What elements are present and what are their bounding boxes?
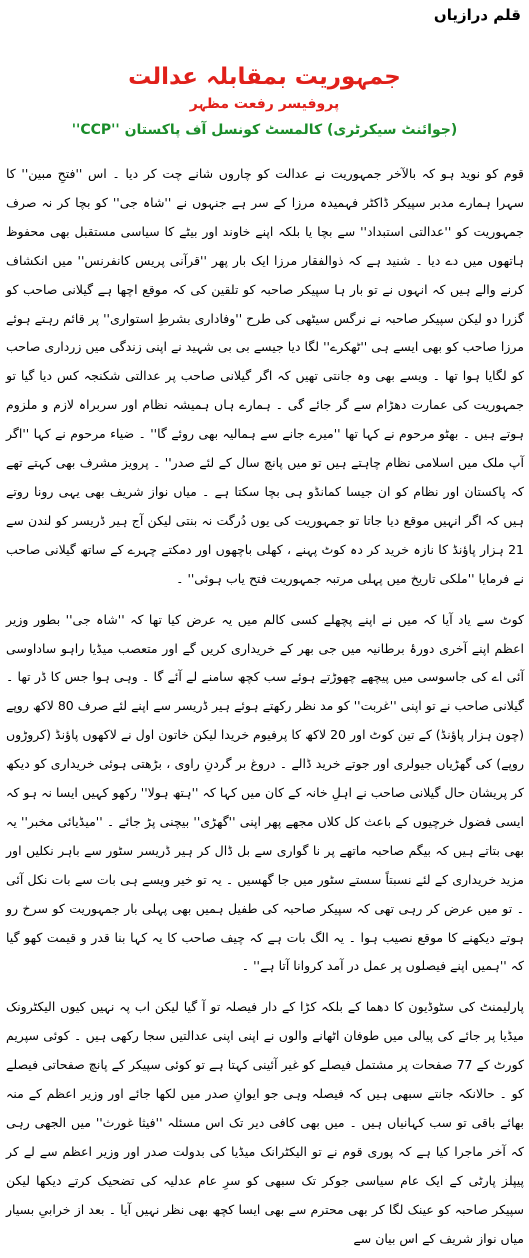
author-designation: (جوائنٹ سیکرٹری) کالمسٹ کونسل آف پاکستان ''CCP'' [71,122,458,138]
column-label: قلم درازیاں [433,6,521,24]
paragraph-3: پارلیمنٹ کی سٹوڈیون کا دھما کے بلکہ کڑا کے دار فیصلہ تو آ گیا لیکن اب پہ نہیں کیوں الیکٹرونک میڈیا پر جائے کی پیالی میں طوفان اٹھانے والوں نے اپنی اپنی عدالتیں سجا رکھی ہیں ۔ کوئی سپریم کورٹ کے 77 صفحات پر مشتمل فیصلے کو غیر آئینی کہتا ہے تو کوئی سپیکر کے پانچ صفحاتی فیصلے کو ۔ حالانکہ جانتے سبھی ہیں کہ فیصلہ وہی جو ایوانِ صدر میں لکھا جائے اور وزیر اعظم کے منہ بھائے باقی تو سب کہانیاں ہیں ۔ میں بھی کافی دیر تک اس مسئلہ ''فیثا غورث'' میں الجھی رہی کہ آخر ماجرا کیا ہے کہ پوری قوم نے تو الیکٹرانک میڈیا کی بدولت صدر اور وزیر اعظم سے لے کر پیپلز پارٹی کے ایک عام سیاسی جوکر تک سبھی کو سرِ عام عدلیہ کی تضحیک کرتے دیکھا لیکن سپیکر صاحبہ کو عینک لگا کر بھی محترم سے بھی ایسا کچھ بھی نظر نہیں آیا ۔ بعد از خرابیِ بسیار میاں نواز شریف کے اس بیان سے [6,999,524,1246]
article-body [6,160,524,1254]
article-title: جمہوریت بمقابلہ عدالت [128,64,401,90]
author-name: پروفیسر رفعت مظہر [189,96,340,112]
paragraph-1: قوم کو نوید ہو کہ بالآخر جمہوریت نے عدالت کو چاروں شانے چت کر دیا ۔ اس ''فتحِ مبین'' کا سہرا ہمارے مدبر سپیکر ڈاکٹر فہمیدہ مرزا کے سر ہے جنہوں نے ''شاہ جی'' کو بچا کر نہ صرف جمہوریت کو ''عدالتی استبداد'' سے بچا یا بلکہ اپنے خاوند اور بیٹے کا سیاسی مستقبل بھی محفوظ ہاتھوں میں دے دیا ۔ شنید ہے کہ ذوالفقار مرزا ایک بار پھر ''قرآنی پریس کانفرنس'' میں انکشاف کرنے والے ہیں کہ انہوں نے تو بار ہا سپیکر صاحبہ کو تلقین کی کہ موقع اچھا ہے گیلانی صاحب کو گزرا دو لیکن سپیکر صاحبہ نے نرگس سیٹھی کی طرح ''وفاداری بشرطِ استواری'' پر قائم رہتے ہوئے مرزا صاحب کو بھی ایسے ہی ''ٹھکرے'' لگا دیا جیسے بی بی شہید نے اپنی زندگی میں زرداری صاحب کو لگایا ہوا تھا ۔ ویسے بھی وہ جانتی تھیں کہ اگر گیلانی صاحب پر عدالتی شکنجہ کس دیا گیا تو جمہوریت کی عمارت دھڑام سے گر جائے گی ۔ ہمارے ہاں ہمیشہ نظام اور سربراہ لازم و ملزوم ہوتے ہیں ۔ بھٹو مرحوم نے کہا تھا ''میرے جانے سے ہمالیہ بھی روئے گا'' ۔ ضیاء مرحوم نے کہا ''اگر آپ ملک میں اسلامی نظام چاہتے ہیں تو میں پانچ سال کے لئے صدر'' ۔ پرویز مشرف بھی کہتے تھے کہ پاکستان اور نظام کو ان جیسا کمانڈو ہی بچا سکتا ہے ۔ میاں نواز شریف بھی یہی رونا روتے ہیں کہ اگر انہیں موقع دیا جاتا تو جمہوریت کی یوں دُرگت نہ بنتی لیکن آج ہیر ڈریسر کو لندن سے 21 ہزار پاؤنڈ کا نازہ خرید کر دہ کوٹ پہنے ، کھلی باچھوں اور دمکتے چہرے کے ساتھ گیلانی صاحب نے فرمایا ''ملکی تاریخ میں پہلی مرتبہ جمہوریت فتح یاب ہوئی'' ۔ [6,166,524,586]
paragraph-2: کوٹ سے یاد آیا کہ میں نے اپنے پچھلے کسی کالم میں یہ عرض کیا تھا کہ ''شاہ جی'' بطور وزیر اعظم اپنے آخری دورۂ برطانیہ میں جی بھر کے خریداری کریں گے اور متعصب میڈیا راہو ساداوسی آئی اے کی جاسوسی میں پیچھے چھوڑتے ہوئے سب کچھ سامنے لے آئے گا ۔ وہی ہوا جس کا ڈر تھا ۔ گیلانی صاحب نے تو اپنی ''غربت'' کو مد نظر رکھتے ہوئے ہیر ڈریسر سے اپنے لئے صرف 80 لاکھ روپے (چون ہزار پاؤنڈ) کے تین کوٹ اور 20 لاکھ کا پرفیوم خریدا لیکن خاتون اول نے لاکھوں پاؤنڈ (کروڑوں روپے) کی گھڑیاں جیولری اور جوتے خرید ڈالے ۔ دروغ بر گردنِ راوی ، بڑھتی ہوئی خریداری کو دیکھ کر پریشان حال گیلانی صاحب نے اہلِ خانہ کے کان میں کہا کہ ''ہتھ ہولا'' رکھو کہیں ایسا نہ ہو کہ ایسی فضول خرچیوں کے باعث کل کلاں مجھے پھر اپنی ''گھڑی'' بیچنی پڑ جائے ۔ ''میڈیائی مخبر'' یہ بھی بتاتے ہیں کہ بیگم صاحبہ ماتھے پر نا گواری سے بل ڈال کر ہیر ڈریسر سٹور سے باہر نکلیں اور مزید خریداری کے لئے نسبتاً سستے سٹور میں جا گھسیں ۔ یہ تو خیر ویسے ہی بات سے بات نکل آئی ۔ تو میں عرض کر رہی تھی کہ سپیکر صاحبہ کی طفیل ہمیں بھی پہلی بار جمہوریت کو سرخ رو ہوتے دیکھنے کا موقع نصیب ہوا ۔ یہ الگ بات ہے کہ چیف صاحب کا یہ کہا بنا قدر و قیمت کھو گیا کہ ''ہمیں اپنے فیصلوں پر عمل در آمد کروانا آتا ہے'' ۔ [6,611,524,974]
